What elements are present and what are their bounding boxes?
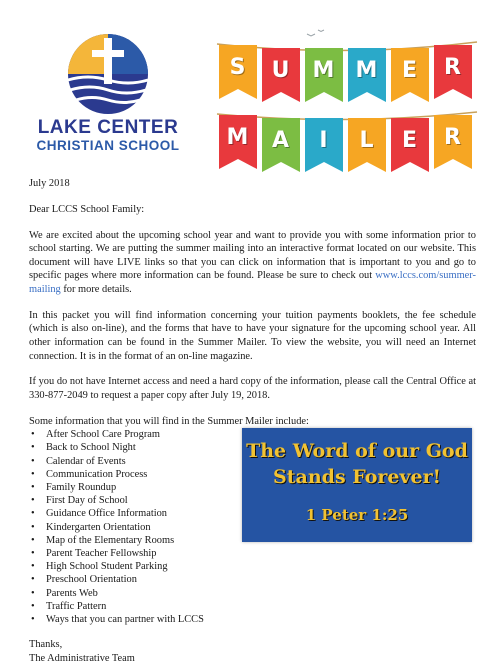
banner-letter: R (444, 55, 461, 80)
banner-letter: U (271, 58, 290, 83)
verse-line-1: The Word of our God (246, 440, 468, 462)
letter-salutation: Dear LCCS School Family: (29, 203, 145, 215)
list-item: • Map of the Elementary Rooms (29, 534, 476, 547)
list-item: • Preschool Orientation (29, 573, 476, 586)
list-item: • Calendar of Events (29, 455, 476, 468)
letter-signature: The Administrative Team (29, 652, 135, 664)
school-name-line1: LAKE CENTER (37, 117, 179, 138)
letter-paragraph-2: In this packet you will find information concerning your tuition payments booklets, the fee schedule (which is also on-line), and the forms that have to have your signature for the upcoming school year. All other information can be found in the Summer Mailer. To view the website, you will need an Internet connection. It is in the format of an on-line magazine. (29, 309, 476, 362)
letter-paragraph-3: If you do not have Internet access and need a hard copy of the information, please call the Central Office at 330-877-2049 to request a paper copy after July 19, 2018. (29, 376, 476, 401)
list-intro: Some information that you will find in the Summer Mailer include: (29, 415, 309, 427)
letter-paragraph-1 (29, 229, 476, 297)
verse-reference: 1 Peter 1:25 (305, 506, 409, 524)
list-item: • After School Care Program (29, 428, 476, 441)
list-item: • Back to School Night (29, 441, 476, 454)
logo-emblem-icon (60, 30, 156, 116)
banner-letter: A (271, 128, 290, 153)
summer-mailing-link[interactable]: www.lccs.com/summer-mailing (29, 270, 476, 295)
letter-closing: Thanks, (29, 639, 63, 651)
list-item: • Traffic Pattern (29, 600, 476, 613)
banner-letter: R (444, 125, 461, 150)
school-name (22, 118, 194, 153)
list-item: • First Day of School (29, 494, 476, 507)
letter-date: July 2018 (29, 178, 70, 189)
list-item: • Parents Web (29, 587, 476, 600)
paragraph-1-text: We are excited about the upcoming school year and want to provide you with some information prior to school starting. We are putting the summer mailing into an interactive format located on our website. This document will have LIVE links so that you can click on information that is important to you and go to specific pages where more information can be found. Please be sure to check out (29, 229, 476, 282)
summer-mailer-banner (215, 22, 480, 182)
list-item: • Ways that you can partner with LCCS (29, 613, 476, 626)
verse-line-2: Stands Forever! (273, 466, 441, 488)
banner-letter: S (229, 55, 246, 80)
list-item: • High School Student Parking (29, 560, 476, 573)
verse-box (242, 428, 472, 542)
banner-letter: E (401, 128, 418, 153)
list-item: • Communication Process (29, 468, 476, 481)
list-item: • Family Roundup (29, 481, 476, 494)
banner-letter: E (401, 58, 418, 83)
list-item: • Parent Teacher Fellowship (29, 547, 476, 560)
banner-letter: M (312, 58, 335, 83)
list-item: • Kindergarten Orientation (29, 521, 476, 534)
banner-letter: M (226, 125, 249, 150)
school-name-line2: CHRISTIAN SCHOOL (36, 138, 180, 153)
paragraph-1-end: for more details. (60, 283, 132, 295)
pennant-flags-icon (215, 22, 480, 182)
banner-letter: L (359, 128, 374, 153)
banner-letter: M (355, 58, 378, 83)
list-item: • Guidance Office Information (29, 507, 476, 520)
banner-letter: I (319, 128, 328, 153)
letter-body (29, 177, 476, 665)
school-logo (22, 30, 194, 156)
